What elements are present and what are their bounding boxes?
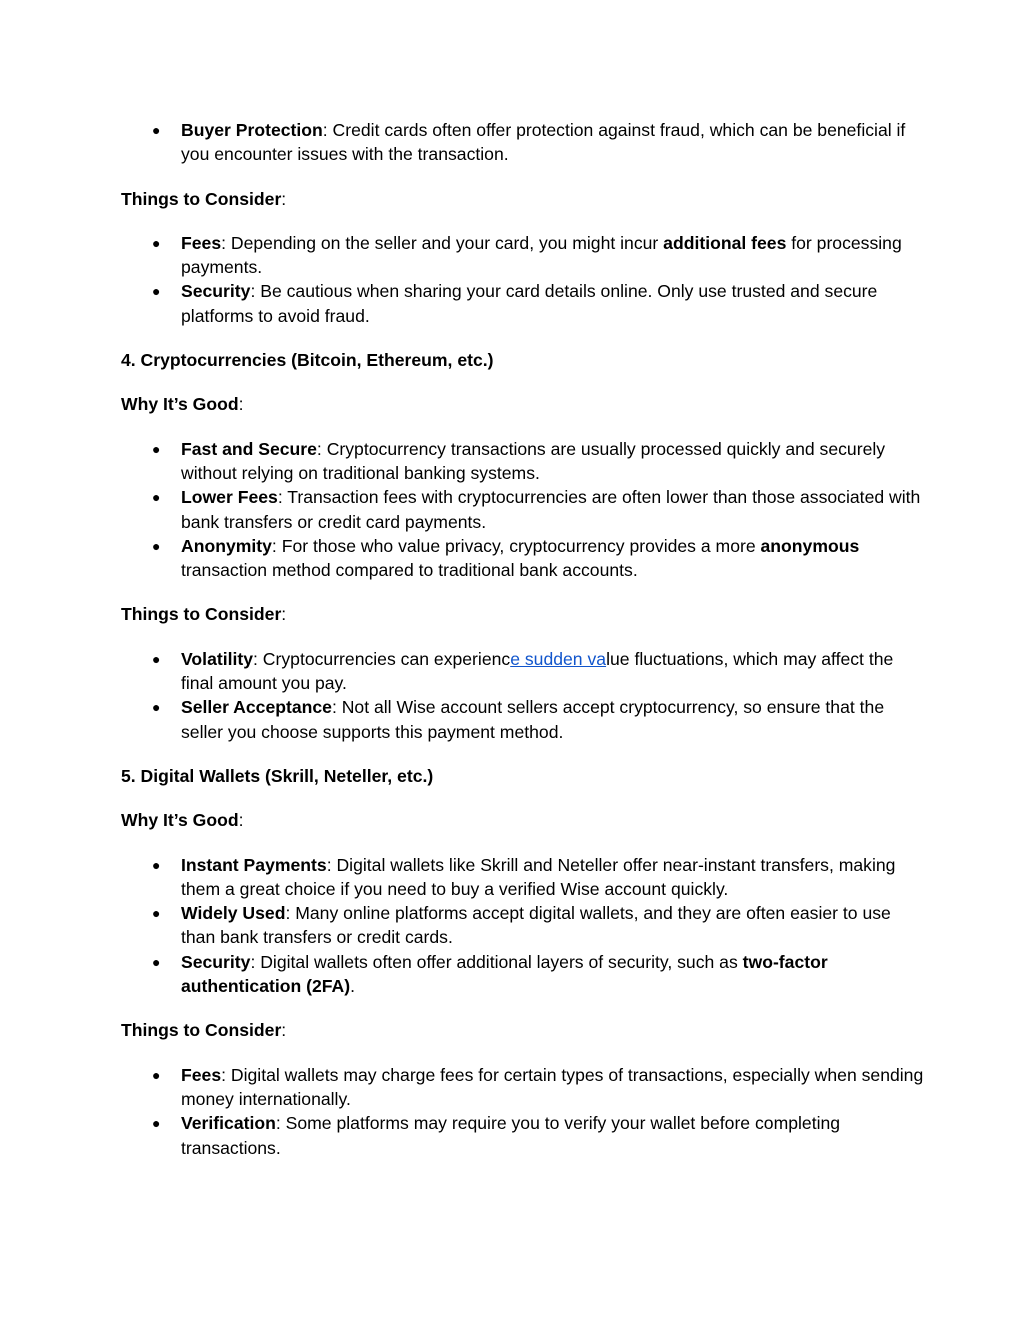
list-item [121, 853, 924, 902]
list-item [121, 1111, 924, 1160]
section-heading: 4. Cryptocurrencies (Bitcoin, Ethereum, etc.) [121, 350, 494, 371]
item-text: : Cryptocurrencies can experienc [253, 648, 511, 669]
item-text: : Digital wallets may charge fees for certain types of transactions, especially when sending money internationally. [181, 1064, 924, 1109]
section-subhead: Why It’s Good: [121, 810, 244, 831]
item-term: Security [181, 951, 251, 972]
list-item [121, 485, 924, 534]
item-emphasis: two-factor authentication (2FA) [181, 951, 828, 997]
bullet-list [121, 1063, 924, 1160]
list-item [121, 279, 924, 328]
item-term: Instant Payments [181, 854, 327, 875]
section-subhead: Things to Consider: [121, 1020, 287, 1041]
item-term: Fees [181, 1064, 222, 1085]
inline-link[interactable]: e sudden va [510, 648, 607, 669]
section-subhead: Things to Consider: [121, 188, 287, 209]
item-text: : Depending on the seller and your card, you might incur [221, 232, 664, 253]
item-text: : Some platforms may require you to verify your wallet before completing transactions. [181, 1113, 841, 1158]
item-text: for processing payments. [181, 232, 902, 278]
item-term: Security [181, 281, 251, 302]
item-term: Verification [181, 1113, 276, 1134]
item-text: : Not all Wise account sellers accept cryptocurrency, so ensure that the seller you choose supports this payment method. [181, 697, 885, 742]
item-text: : For those who value privacy, cryptocurrency provides a more [271, 535, 761, 556]
section-subhead: Things to Consider: [121, 604, 287, 625]
item-emphasis: anonymous [760, 535, 860, 556]
item-text: . [350, 976, 355, 997]
bullet-list [121, 118, 924, 167]
list-item [121, 950, 924, 999]
item-text: : Credit cards often offer protection against fraud, which can be beneficial if you encounter issues with the transaction. [181, 120, 906, 165]
bullet-list [121, 437, 924, 583]
list-item [121, 901, 924, 950]
bullet-list [121, 231, 924, 328]
bullet-list [121, 647, 924, 744]
item-term: Fees [181, 232, 222, 253]
list-item [121, 118, 924, 167]
list-item [121, 231, 924, 280]
list-item [121, 534, 924, 583]
list-item [121, 695, 924, 744]
item-text: transaction method compared to traditional bank accounts. [181, 560, 638, 581]
item-term: Widely Used [181, 903, 286, 924]
section-heading: 5. Digital Wallets (Skrill, Neteller, etc.) [121, 765, 434, 786]
bullet-list [121, 853, 924, 999]
item-text: : Digital wallets like Skrill and Neteller offer near-instant transfers, making them a great choice if you need to buy a verified Wise account quickly. [181, 854, 896, 899]
item-term: Fast and Secure [181, 438, 317, 459]
item-term: Volatility [181, 648, 254, 669]
list-item [121, 437, 924, 486]
item-text: : Transaction fees with cryptocurrencies are often lower than those associated with bank transfers or credit card payments. [181, 487, 921, 532]
item-term: Buyer Protection [181, 120, 323, 140]
item-text: : Cryptocurrency transactions are usually processed quickly and securely without relying on traditional banking systems. [181, 438, 886, 483]
item-term: Anonymity [181, 535, 272, 556]
item-term: Seller Acceptance [181, 697, 332, 718]
list-item [121, 647, 924, 696]
item-term: Lower Fees [181, 487, 278, 508]
item-text: : Many online platforms accept digital wallets, and they are often easier to use than bank transfers or credit cards. [181, 903, 891, 948]
item-text: : Be cautious when sharing your card details online. Only use trusted and secure platforms to avoid fraud. [181, 281, 878, 326]
section-subhead: Why It’s Good: [121, 394, 244, 415]
item-text: lue fluctuations, which may affect the final amount you pay. [181, 648, 894, 694]
list-item [121, 1063, 924, 1112]
item-text: : Digital wallets often offer additional layers of security, such as [250, 951, 743, 972]
item-emphasis: additional fees [663, 232, 787, 253]
